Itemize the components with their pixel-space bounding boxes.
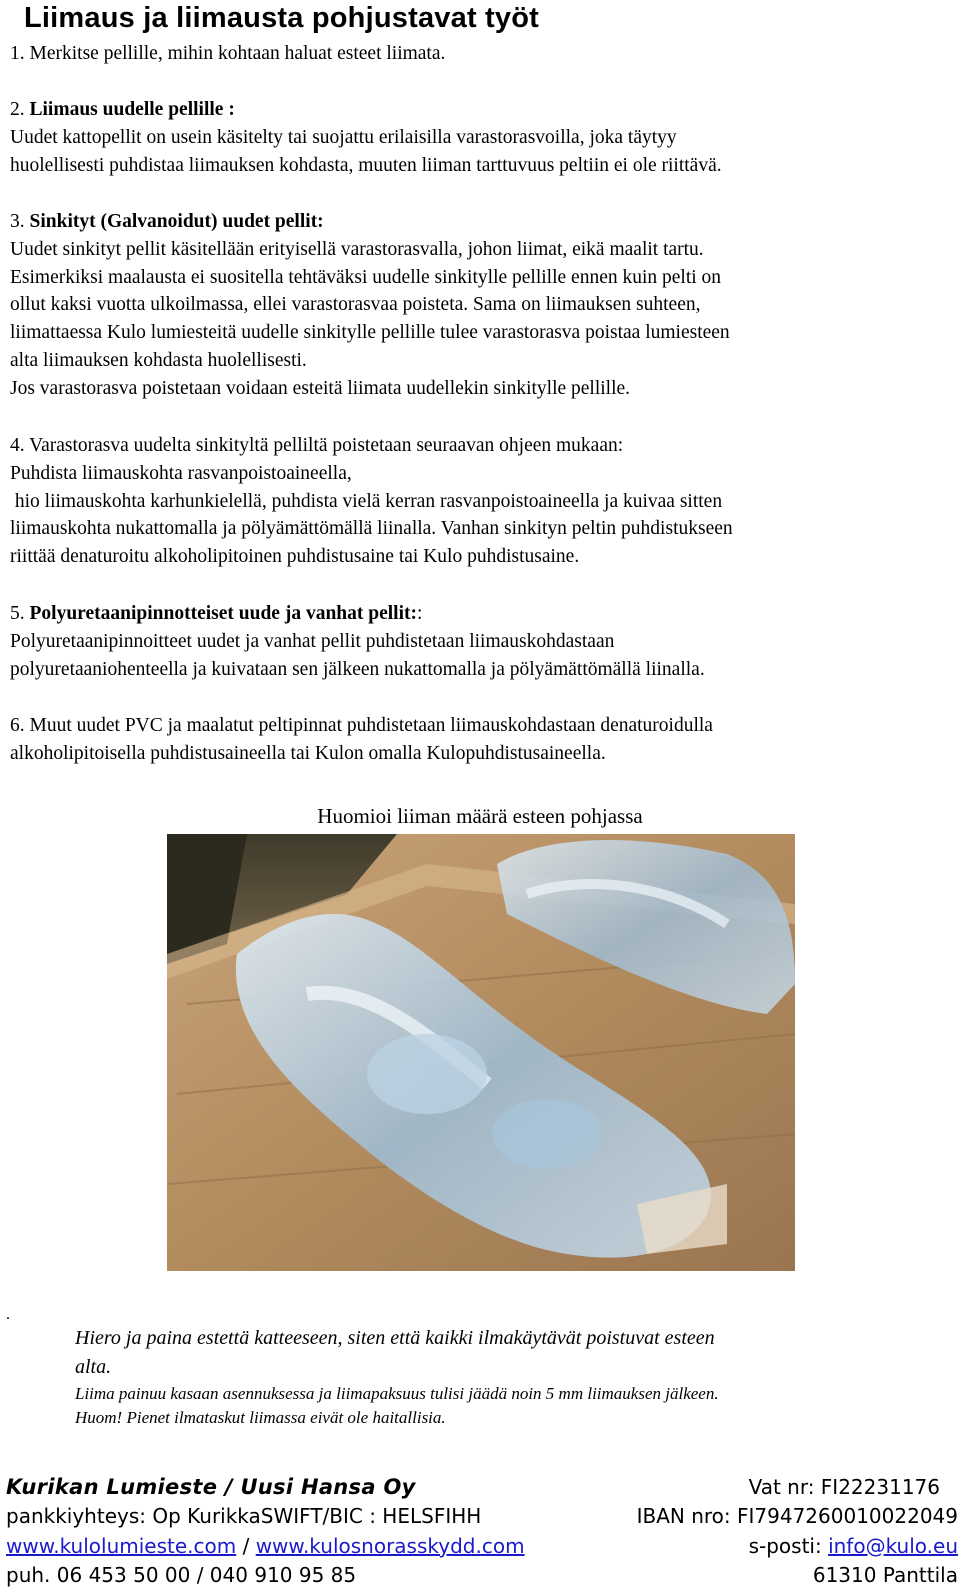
iban: IBAN nro: FI7947260010022049	[636, 1504, 958, 1529]
step-2-heading: Liimaus uudelle pellille :	[29, 99, 235, 120]
footer-row	[6, 1502, 958, 1531]
step-6-line: 6. Muut uudet PVC ja maalatut peltipinnat puhdistetaan liimauskohdastaan denaturoidulla	[10, 715, 713, 736]
step-6-line: alkoholipitoisella puhdistusaineella tai Kulon omalla Kulopuhdistusaineella.	[10, 742, 606, 764]
step-3-line: ollut kaksi vuotta ulkoilmassa, ellei varastorasvaa poisteta. Sama on liimauksen suhteen,	[10, 294, 701, 316]
note-line: Hiero ja paina estettä katteeseen, siten että kaikki ilmakäytävät poistuvat esteen	[75, 1327, 715, 1349]
bank-info: pankkiyhteys: Op KurikkaSWIFT/BIC : HELSFIHH	[6, 1504, 482, 1529]
step-2-line: Uudet kattopellit on usein käsitelty tai suojattu erilaisilla varastorasvoilla, joka täytyy	[10, 126, 677, 148]
step-5-line: Polyuretaanipinnoitteet uudet ja vanhat pellit puhdistetaan liimauskohdastaan	[10, 630, 615, 652]
step-3-line: alta liimauksen kohdasta huolellisesti.	[10, 349, 307, 371]
step-2-number: 2.	[10, 99, 30, 120]
step-1	[10, 40, 950, 68]
footer-row	[6, 1561, 958, 1590]
company-name: Kurikan Lumieste / Uusi Hansa Oy	[6, 1475, 416, 1499]
step-2	[10, 96, 950, 179]
step-3-line: Uudet sinkityt pellit käsitellään erityisellä varastorasvalla, johon liimat, eikä maalit tartu.	[10, 238, 704, 260]
note-line: alta.	[75, 1356, 112, 1378]
photo-glue-snow-guards-icon	[167, 834, 795, 1271]
step-5	[10, 600, 950, 683]
step-2-line: huolellisesti puhdistaa liimauksen kohdasta, muuten liiman tarttuvuus peltiin ei ole riittävä.	[10, 154, 722, 176]
step-4	[10, 432, 950, 571]
step-5-number: 5.	[10, 603, 30, 624]
email-link[interactable]: info@kulo.eu	[828, 1533, 958, 1558]
email-label: s-posti:	[748, 1533, 829, 1558]
step-3-line: Jos varastorasva poistetaan voidaan esteitä liimata uudellekin sinkitylle pellille.	[10, 377, 631, 399]
step-3-line: liimattaessa Kulo lumiesteitä uudelle sinkitylle pellille tulee varastorasva poistaa lumiesteen	[10, 322, 730, 344]
step-4-line: hio liimauskohta karhunkielellä, puhdista vielä kerran rasvanpoistoaineella ja kuivaa sitten	[10, 490, 723, 512]
step-6	[10, 712, 950, 768]
step-3	[10, 208, 950, 403]
photo-caption: Huomioi liiman määrä esteen pohjassa	[317, 804, 643, 828]
step-2-heading-line	[10, 96, 950, 124]
email-info	[749, 1532, 958, 1561]
phone-numbers: puh. 06 453 50 00 / 040 910 95 85	[6, 1562, 357, 1587]
website-link-kulosnorasskydd[interactable]: www.kulosnorasskydd.com	[255, 1533, 525, 1558]
web-links	[6, 1532, 525, 1561]
step-5-heading-tail: :	[417, 603, 423, 624]
footer-row	[6, 1473, 958, 1502]
note-line: Liima painuu kasaan asennuksessa ja liimapaksuus tulisi jäädä noin 5 mm liimauksen jälkeen.	[75, 1384, 719, 1403]
step-3-number: 3.	[10, 211, 30, 232]
step-5-heading: Polyuretaanipinnotteiset uude ja vanhat pellit:	[29, 603, 417, 624]
step-3-heading: Sinkityt (Galvanoidut) uudet pellit:	[29, 211, 324, 232]
step-5-line: polyuretaaniohenteella ja kuivataan sen jälkeen nukattomalla ja pölyämättömällä liinalla.	[10, 658, 705, 680]
step-4-line: Puhdista liimauskohta rasvanpoistoaineella,	[10, 462, 352, 484]
footer-row	[6, 1532, 958, 1561]
web-separator: /	[236, 1533, 256, 1558]
step-4-line: liimauskohta nukattomalla ja pölyämättömällä liinalla. Vanhan sinkityn peltin puhdistukseen	[10, 518, 733, 540]
postal-address: 61310 Panttila	[812, 1562, 958, 1587]
step-5-heading-line	[10, 600, 950, 628]
step-4-line: riittää denaturoitu alkoholipitoinen puhdistusaine tai Kulo puhdistusaine.	[10, 546, 580, 568]
footer	[6, 1473, 958, 1590]
stray-dot: .	[6, 1306, 10, 1323]
step-4-line: 4. Varastorasva uudelta sinkityltä pelliltä poistetaan seuraavan ohjeen mukaan:	[10, 435, 624, 456]
step-3-line: Esimerkiksi maalausta ei suositella tehtäväksi uudelle sinkitylle pellille ennen kuin pelti on	[10, 266, 722, 288]
step-3-heading-line	[10, 208, 950, 236]
note-line: Huom! Pienet ilmataskut liimassa eivät ole haitallisia.	[75, 1408, 446, 1427]
step-1-text: 1. Merkitse pellille, mihin kohtaan haluat esteet liimata.	[10, 43, 446, 64]
glue-photo	[167, 834, 795, 1271]
website-link-kulolumieste[interactable]: www.kulolumieste.com	[6, 1533, 237, 1558]
installation-note	[75, 1324, 945, 1430]
page-title: Liimaus ja liimausta pohjustavat työt	[24, 2, 540, 34]
vat-number: Vat nr: FI22231176	[748, 1475, 940, 1499]
